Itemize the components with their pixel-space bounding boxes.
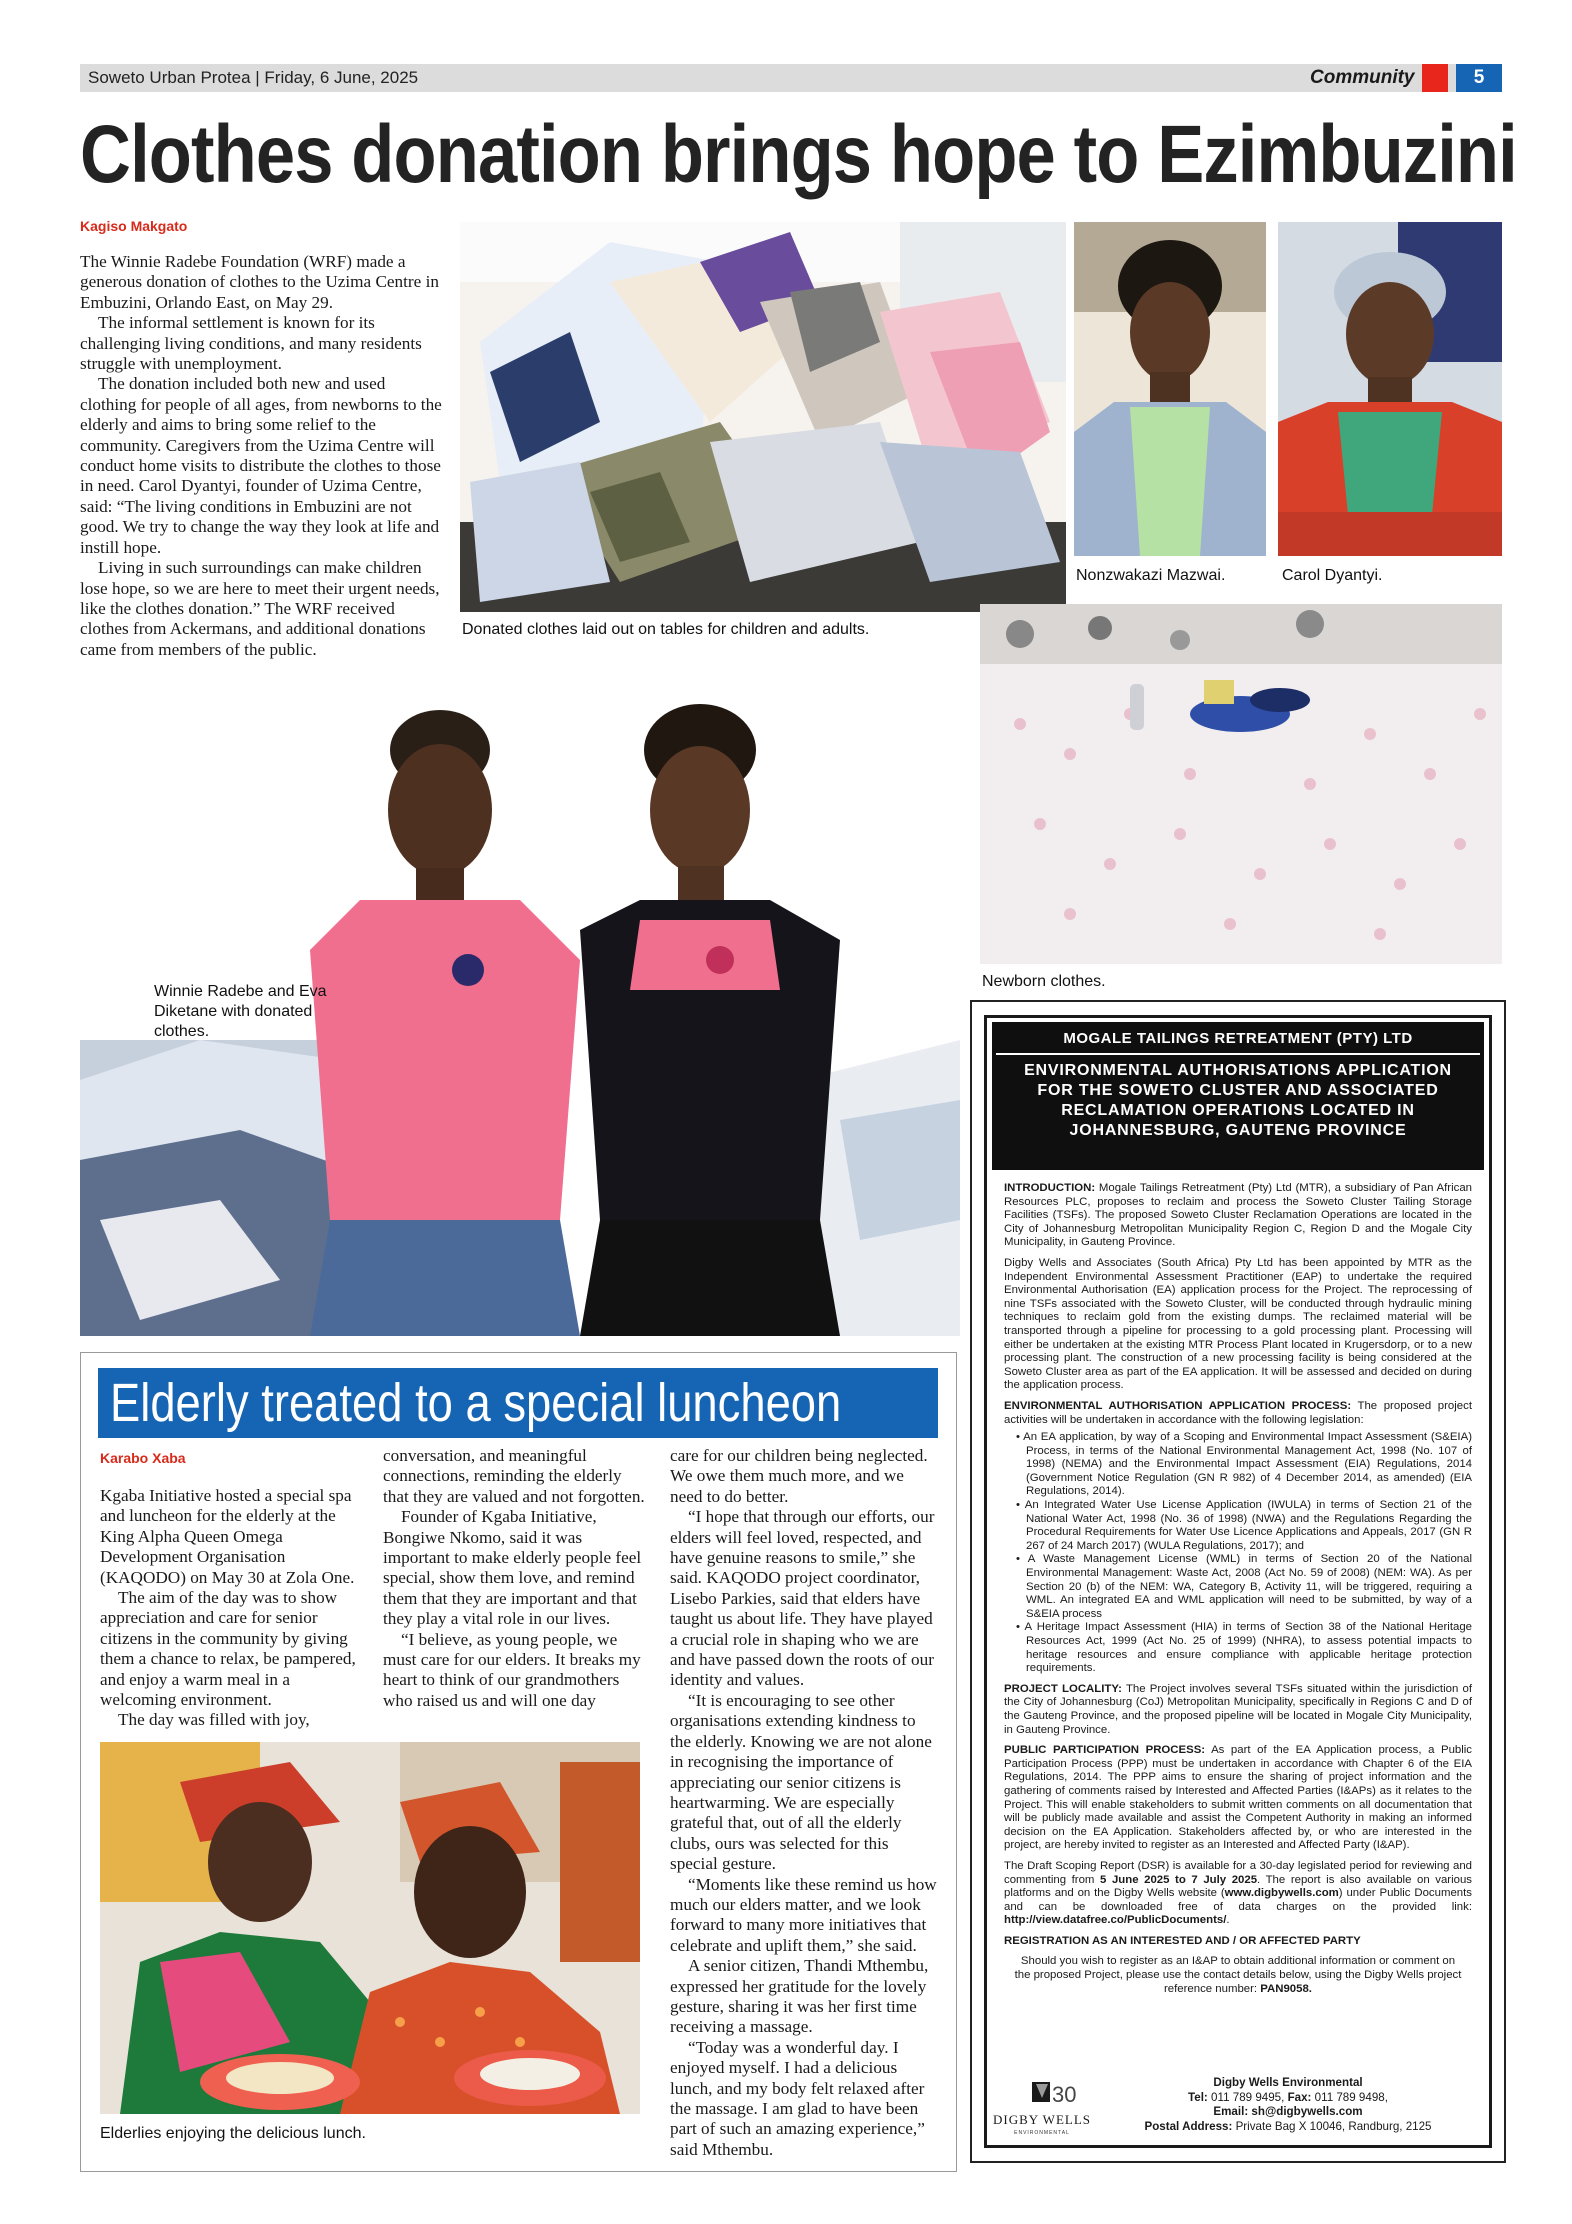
ad-title: ENVIRONMENTAL AUTHORISATIONS APPLICATION FOR THE SOWETO CLUSTER AND ASSOCIATED RECLAMATION OPERATIONS LOCATED IN JOHANNESBURG, GAUTENG PROVINCE xyxy=(1024,1062,1452,1139)
ad-locality: The Project involves several TSFs situated within the jurisdiction of the City of Johannesburg (CoJ) Metropolitan Municipality, specifically in Regions C and D of the Gauteng Province, and the proposed pipeline will be located in Mogale City Municipality, in Gauteng Province. xyxy=(1004,1682,1472,1736)
ad-reference-number: PAN9058. xyxy=(1260,1982,1312,1995)
article2-paragraph: “Today was a wonderful day. I enjoyed myself. I had a delicious lunch, and my body felt relaxed after the massage. I am glad to have been part of such an amazing experience,” said Mthembu. xyxy=(670,2037,925,2159)
ad-ppp-label: PUBLIC PARTICIPATION PROCESS: xyxy=(1004,1744,1206,1757)
photo-carol-dyantyi xyxy=(1278,222,1502,556)
ad-tel-label: Tel: xyxy=(1188,2090,1208,2104)
masthead-text: Soweto Urban Protea | Friday, 6 June, 2025 xyxy=(88,68,419,87)
article2-col3 xyxy=(670,1446,938,2160)
ad-list-item: • An Integrated Water Use License Application (IWULA) in terms of Section 21 of the National Water Act, 1998 (No. 36 of 1998) (NWA) and the Regulations Regarding the Procedural Requirements for Water Use Licence Applications and Appeals, 2017 (GN R 267 of 24 March 2017) (WULA Regulations, 2017); and xyxy=(1016,1499,1472,1552)
ad-postal: Private Bag X 10046, Randburg, 2125 xyxy=(1235,2119,1432,2133)
ad-intro-label: INTRODUCTION: xyxy=(1004,1182,1096,1194)
caption-mazwai: Nonzwakazi Mazwai. xyxy=(1076,567,1226,584)
article2-byline: Karabo Xaba xyxy=(100,1450,186,1466)
ad-dsr-text: The Draft Scoping Report (DSR) is available for a 30-day legislated period for reviewing and commenting from xyxy=(1004,1859,1472,1886)
article2-col2 xyxy=(383,1446,645,1711)
logo-wordmark: DIGBY WELLS xyxy=(992,2112,1092,2127)
ad-contact xyxy=(1108,2076,1468,2134)
photo-donated-clothes xyxy=(460,222,1066,612)
ad-dsr-text: . xyxy=(1226,1914,1230,1927)
ad-dsr-text: ) under Public Documents and can be downloaded free of data charges on the provided link: xyxy=(1004,1887,1472,1913)
caption-donated-clothes: Donated clothes laid out on tables for children and adults. xyxy=(462,621,870,638)
photo-newborn-clothes xyxy=(980,604,1502,964)
article1-byline: Kagiso Makgato xyxy=(80,218,188,234)
ad-email[interactable]: sh@digbywells.com xyxy=(1251,2105,1363,2119)
article2-paragraph: A senior citizen, Thandi Mthembu, expressed her gratitude for the lovely gesture, sharing it was her first time receiving a massage. xyxy=(670,1956,929,2037)
caption-radebe-diketane: Winnie Radebe and Eva Diketane with donated clothes. xyxy=(154,983,327,1040)
ad-postal-label: Postal Address: xyxy=(1144,2119,1233,2133)
article2-paragraph: “I hope that through our efforts, our elders will feel loved, respected, and have genuine reasons to smile,” she said. KAQODO project coordinator, Lisebo Parkies, said that elders have taught us about life. They have played a crucial role in shaping who we are and have passed down the roots of our identity and values. xyxy=(670,1507,935,1690)
ad-tel: 011 789 9495, xyxy=(1211,2090,1285,2104)
article2-paragraph: “I believe, as young people, we must care for our elders. It breaks my heart to think of our grandmothers who raised us and will one day xyxy=(383,1629,641,1710)
article2-paragraph: care for our children being neglected. We owe them much more, and we need to do better. xyxy=(670,1446,928,1506)
ad-dsr-dates: 5 June 2025 to 7 July 2025 xyxy=(1100,1873,1258,1886)
article2-paragraph: “It is encouraging to see other organisations extending kindness to the elderly. Knowing we are not alone in recognising the importance of appreciating our senior citizens is heartwarming. We are especially grateful that, out of all the elderly clubs, ours was selected for this special gesture. xyxy=(670,1690,932,1874)
section-label: Community xyxy=(1310,67,1415,88)
ad-ppp: As part of the EA Application process, a Public Participation Process (PPP) must be undertaken in accordance with Chapter 6 of the EIA Regulations, 2014. The PPP aims to ensure the sharing of project information and the gathering of comments raised by Interested and Affected Parties (I&APs) as it relates to the Project. This will enable stakeholders to submit written comments on all documentation that will be publicly made available and assist the Competent Authority in making an informed decision on the EA Application. Stakeholders affected by, or who are interested in the project, are hereby invited to register as an Interested and Affected Party (I&AP). xyxy=(1004,1744,1472,1852)
ad-download-link[interactable]: http://view.datafree.co/PublicDocuments/ xyxy=(1004,1914,1227,1927)
section-marker xyxy=(1422,64,1448,92)
ad-registration-label: REGISTRATION AS AN INTERESTED AND / OR AFFECTED PARTY xyxy=(1004,1934,1361,1947)
article1-paragraph: The informal settlement is known for its challenging living conditions, and many residents struggle with unemployment. xyxy=(80,313,422,374)
page-number: 5 xyxy=(1456,64,1502,92)
photo-nonzwakazi-mazwai xyxy=(1074,222,1266,556)
ad-list-item: • An EA application, by way of a Scoping and Environmental Impact Assessment (S&EIA) Process, in terms of the National Environmental Management Act, 1998 (No. 107 of 1998) (NEMA) and the Environmental Impact Assessment (EIA) Regulations, 2014 (Government Notice Regulation (GN R 982) of 4 December 2014, as amended) (EIA Regulations, 2014). xyxy=(1016,1431,1472,1498)
ad-legislation-list xyxy=(1004,1431,1472,1676)
ad-fax: 011 789 9498, xyxy=(1314,2090,1388,2104)
article1-paragraph: The Winnie Radebe Foundation (WRF) made a generous donation of clothes to the Uzima Centre in Embuzini, Orlando East, on May 29. xyxy=(80,252,439,312)
article2-paragraph: conversation, and meaningful connections, reminding the elderly that they are valued and not forgotten. xyxy=(383,1446,645,1506)
logo-subtext: ENVIRONMENTAL xyxy=(1014,2130,1070,2136)
ad-body xyxy=(1004,1182,1472,1996)
caption-elderly-lunch: Elderlies enjoying the delicious lunch. xyxy=(100,2125,366,2142)
ad-dsr-text: . The report is also available on various platforms and on the Digby Wells website ( xyxy=(1004,1873,1472,1900)
ad-list-item: • A Waste Management License (WML) in terms of Section 20 of the National Environmental Management: Waste Act, 2008 (Act No. 59 of 2008) (NEM: WA). As per Section 20 (b) of the NEM: WA, Category B, Activity 11, will be triggered, requiring a WML. An integrated EA and WML application will need to be submitted, by way of a S&EIA process xyxy=(1016,1553,1472,1620)
article2-paragraph: The day was filled with joy, xyxy=(118,1710,310,1730)
article2-paragraph: The aim of the day was to show appreciation and care for senior citizens in the community by giving them a chance to relax, be pampered, and enjoy a warm meal in a welcoming environment. xyxy=(100,1588,356,1710)
digby-wells-logo xyxy=(992,2080,1092,2142)
article1-paragraph: Living in such surroundings can make children lose hope, so we are here to meet their urgent needs, like the clothes donation.” The WRF received clothes from Ackermans, and additional donations came from members of the public. xyxy=(80,558,440,659)
article2-paragraph: Founder of Kgaba Initiative, Bongiwe Nkomo, said it was important to make elderly people feel special, show them love, and remind them that they are important and that they play a vital role in our lives. xyxy=(383,1507,642,1629)
caption-dyantyi: Carol Dyantyi. xyxy=(1282,567,1383,584)
ad-fax-label: Fax: xyxy=(1287,2090,1312,2104)
ad-contact-name: Digby Wells Environmental xyxy=(1213,2076,1363,2089)
ad-locality-label: PROJECT LOCALITY: xyxy=(1004,1682,1122,1695)
ad-list-item: • A Heritage Impact Assessment (HIA) in terms of Section 38 of the National Heritage Resources Act, 1999 (Act No. 25 of 1999) (NHRA), to assess potential impacts to heritage resources and ensure compliance with applicable heritage protection requirements. xyxy=(1016,1621,1472,1675)
ad-website-link[interactable]: www.digbywells.com xyxy=(1224,1887,1339,1900)
ad-registration-text: Should you wish to register as an I&AP to obtain additional information or comment on the proposed Project, please use the contact details below, using the Digby Wells project reference number: xyxy=(1014,1955,1462,1995)
photo-elderly-lunch xyxy=(100,1742,640,2114)
main-headline: Clothes donation brings hope to Ezimbuzini xyxy=(80,109,1517,200)
ad-email-label: Email: xyxy=(1213,2105,1249,2119)
ad-company: MOGALE TAILINGS RETREATMENT (PTY) LTD xyxy=(1063,1030,1413,1047)
article2-paragraph: “Moments like these remind us how much our elders matter, and we look forward to many more initiatives that celebrate and uplift them,” she said. xyxy=(670,1874,937,1955)
ad-header xyxy=(992,1022,1484,1170)
ad-eap-label: ENVIRONMENTAL AUTHORISATION APPLICATION PROCESS: xyxy=(1004,1399,1352,1412)
article2-paragraph: Kgaba Initiative hosted a special spa and luncheon for the elderly at the King Alpha Queen Omega Development Organisation (KAQODO) on May 30 at Zola One. xyxy=(100,1486,355,1587)
ad-paragraph: Digby Wells and Associates (South Africa) Pty Ltd has been appointed by MTR as the Independent Environmental Assessment Practitioner (EAP) to undertake the required Environmental Authorisation (EA) application process for the Project. The reprocessing of nine TSFs associated with the Soweto Cluster, will be conducted through hydraulic mining techniques to reclaim gold from the existing dumps. The reclaimed material will be transported through a pipeline for processing to a gold processing plant. Processing will either be undertaken at the existing MTR Process Plant located in Krugersdorp, or to a new processing plant. The construction of a new processing facility is being considered at the Soweto Cluster area as part of the EA application. It will be assessed and decided on during the application process. xyxy=(1004,1256,1472,1392)
article2-col1 xyxy=(100,1486,358,1731)
ad-eap: The proposed project activities will be undertaken in accordance with the following legislation: xyxy=(1004,1399,1472,1426)
article2-headline: Elderly treated to a special luncheon xyxy=(110,1373,842,1433)
logo-number: 30 xyxy=(1052,2082,1077,2107)
ad-intro: Mogale Tailings Retreatment (Pty) Ltd (MTR), a subsidiary of Pan African Resources PLC, proposes to reclaim and process the Soweto Cluster Tailing Storage Facilities (TSFs). The proposed Soweto Cluster Reclamation Operations are located in the City of Johannesburg Metropolitan Municipality Region C, Region D and the Mogale City Municipality, in Gauteng Province. xyxy=(1004,1182,1472,1249)
caption-newborn: Newborn clothes. xyxy=(982,973,1106,990)
article1-paragraph: The donation included both new and used clothing for people of all ages, from newborns to the elderly and aims to bring some relief to the community. Caregivers from the Uzima Centre will conduct home visits to distribute the clothes to those in need. Carol Dyantyi, founder of Uzima Centre, said: “The living conditions in Embuzini are not good. We try to change the way they look at life and instill hope. xyxy=(80,374,442,557)
